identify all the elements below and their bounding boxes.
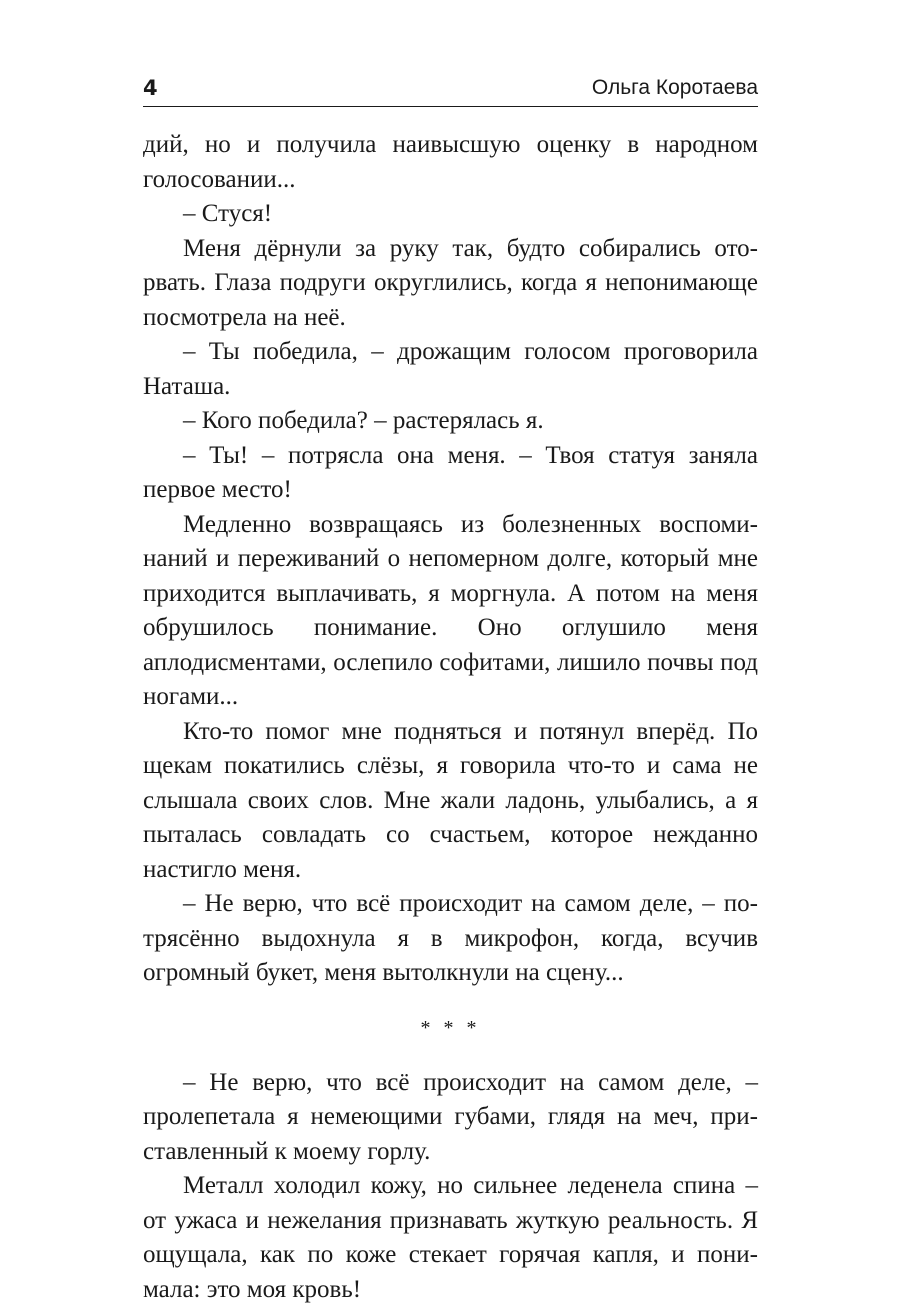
paragraph: – Кого победила? – растерялась я. (183, 407, 544, 434)
paragraph: Кто-то помог мне подняться и потянул вперёд. По щекам покатились слёзы, я говорила что-то и сама не слышала своих слов. Мне жали ладонь, улыбались, а я пыталась совладать со счастьем, которое нежданно настигло меня. (143, 717, 758, 883)
paragraph: – Стуся! (183, 200, 273, 227)
page-number: 4 (143, 76, 158, 100)
page-text (143, 128, 758, 1307)
paragraph: – Не верю, что всё происходит на самом деле, – пролепетала я немеющими губами, глядя на меч, приставленный к моему горлу. (143, 1068, 758, 1165)
paragraph: – Не верю, что всё происходит на самом деле, – потрясённо выдохнула я в микрофон, когда, всучив огромный букет, меня вытолкнули на сцену... (143, 890, 758, 986)
running-title: Ольга Коротаева (591, 76, 758, 99)
header-rule (143, 106, 758, 107)
paragraph: Меня дёрнули за руку так, будто собирались оторвать. Глаза подруги округлились, когда я непонимающе посмотрела на неё. (143, 234, 758, 331)
paragraph: Металл холодил кожу, но сильнее леденела спина – от ужаса и нежелания признавать жуткую реальность. Я ощущала, как по коже стекает горячая капля, и понимала: это моя кровь! (143, 1172, 758, 1303)
paragraph: – Ты победила, – дрожащим голосом проговорила Наташа. (143, 338, 758, 400)
paragraph: – Ты! – потрясла она меня. – Твоя статуя заняла первое место! (143, 441, 758, 503)
paragraph: Медленно возвращаясь из болезненных воспоминаний и переживаний о непомерном долге, который мне приходится выплачивать, я моргнула. А потом на меня обрушилось понимание. Оно оглушило меня аплодисментами, ослепило софитами, лишило почвы под ногами... (143, 510, 758, 710)
paragraph: дий, но и получила наивысшую оценку в народном голосовании... (143, 131, 758, 193)
section-separator: * * * (420, 1016, 481, 1039)
running-header (143, 74, 758, 106)
